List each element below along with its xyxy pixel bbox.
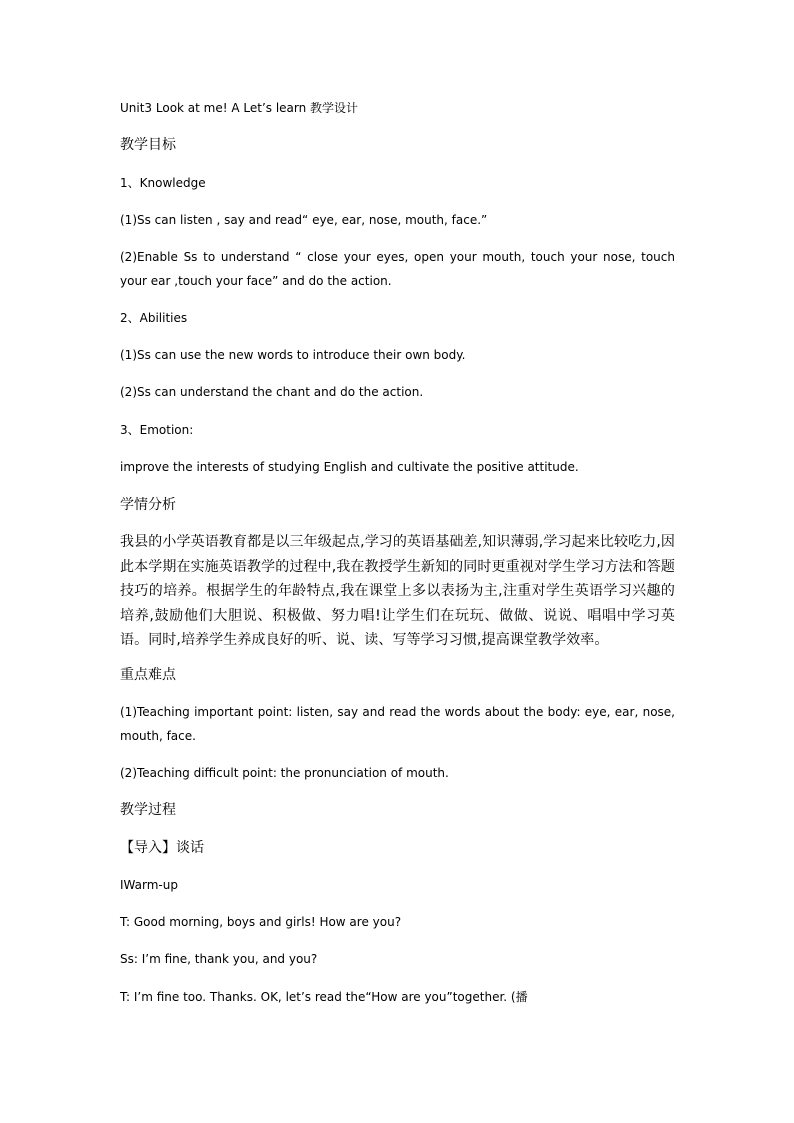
section-heading-process: 教学过程	[120, 802, 176, 818]
difficult-point: (2)Teaching difficult point: the pronunciation of mouth.	[120, 766, 449, 780]
section-heading-objectives: 教学目标	[120, 137, 176, 153]
knowledge-heading: 1、Knowledge	[120, 176, 206, 190]
intro-heading: 【导入】谈话	[120, 840, 204, 856]
emotion-heading: 3、Emotion:	[120, 423, 194, 437]
knowledge-item-1: (1)Ss can listen , say and read“ eye, ear, nose, mouth, face.”	[120, 213, 488, 227]
section-heading-analysis: 学情分析	[120, 497, 176, 513]
abilities-item-1: (1)Ss can use the new words to introduce their own body.	[120, 348, 466, 362]
dialogue-line-3: T: I’m fine too. Thanks. OK, let’s read the“How are you”together. (播	[120, 990, 528, 1004]
abilities-heading: 2、Abilities	[120, 311, 188, 325]
important-point: (1)Teaching important point: listen, say and read the words about the body: eye, ear, nose, mouth, face.	[120, 705, 675, 743]
dialogue-line-1: T: Good morning, boys and girls! How are you?	[120, 915, 402, 929]
knowledge-item-2: (2)Enable Ss to understand “ close your eyes, open your mouth, touch your nose, touch your ear ,touch your face” and do the action.	[120, 250, 675, 288]
emotion-text: improve the interests of studying English and cultivate the positive attitude.	[120, 460, 579, 474]
section-heading-key-points: 重点难点	[120, 667, 176, 683]
dialogue-line-2: Ss: I’m fine, thank you, and you?	[120, 952, 318, 966]
warmup-heading: ⅠWarm-up	[120, 878, 178, 892]
abilities-item-2: (2)Ss can understand the chant and do the action.	[120, 385, 424, 399]
document-title: Unit3 Look at me! A Let’s learn 教学设计	[120, 101, 359, 115]
analysis-paragraph: 我县的小学英语教育都是以三年级起点,学习的英语基础差,知识薄弱,学习起来比较吃力,因此本学期在实施英语教学的过程中,我在教授学生新知的同时更重视对学生学习方法和答题技巧的培养。根据学生的年龄特点,我在课堂上多以表扬为主,注重对学生英语学习兴趣的培养,鼓励他们大胆说、积极做、努力唱!让学生们在玩玩、做做、说说、唱唱中学习英语。同时,培养学生养成良好的听、说、读、写等学习习惯,提高课堂教学效率。	[120, 534, 675, 648]
